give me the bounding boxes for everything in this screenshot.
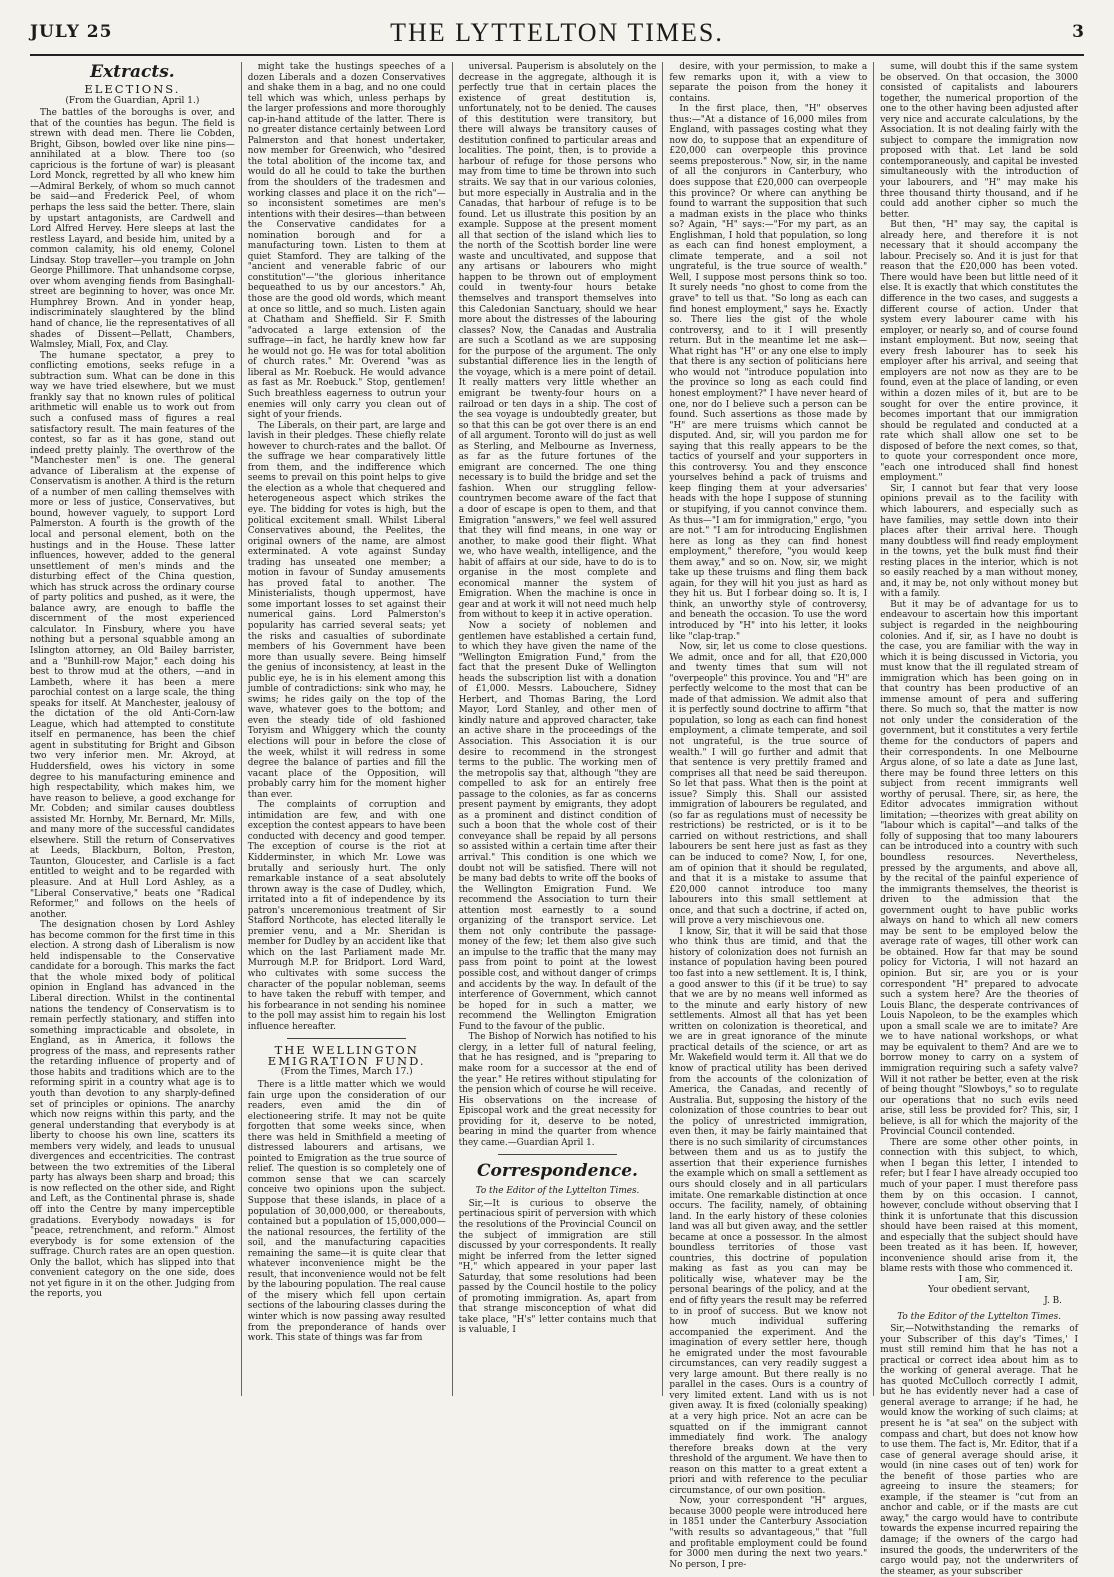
paragraph: Now a society of noblemen and gentlemen have established a certain fund, to which they have given the name of the "Wellington Emigration Fund," from the fact that the present Duke of Wellington heads the subscription list with a donation of £1,000. Messrs. Labouchere, Sidney Herbert, and Thomas Baring, the Lord Mayor, Lord Stanley, and other men of kindly nature and approved character, take an active share in the proceedings of the Association. This Association it is our desire to recommend in the strongest terms to the public. The working men of the metropolis say that, although "they are compelled to ask for an entirely free passage to the colonies, as far as concerns present payment by emigrants, they adopt as a prominent and distinct condition of such a boon that the whole cost of their conveyance shall be repaid by all persons so assisted within a certain time after their arrival." This condition is one which we doubt not will be satisfied. There will not be many bad debts to write off the books of the Wellington Emigration Fund. We recommend the Association to turn their attention most earnestly to a sound organizing of the transport service. Let them not only contribute the passage-money of the few; let them also give such an impulse to the traffic that the many may pass from point to point at the lowest possible cost, and without danger of crimps and accidents by the way. In default of the interference of Government, which cannot be hoped for in such a matter, we recommend the Wellington Emigration Fund to the favour of the public.	[458, 620, 657, 1032]
columns	[30, 62, 1084, 1577]
article-source: (From the Guardian, April 1.)	[65, 95, 200, 106]
paragraph: The Liberals, on their part, are large and lavish in their pledges. These chiefly relate however to church-rates and the ballot. Of the suffrage we hear comparatively little from them, and the indifference which seems to prevail on this point helps to give the election as a whole that chequered and heterogeneous aspect which strikes the eye. The bidding for votes is high, but the political excitement small. Whilst Liberal Conservatives abound, the Peelites, the original owners of the name, are almost exterminated. A vote against Sunday trading has unseated one member; a motion in favour of Sunday amusements has proved fatal to another. The Ministerialists, though uppermost, have some important losses to set against their numerical gains. Lord Palmerston's popularity has carried several seats; yet the risks and casualties of subordinate members of his Government have been more than usually severe. Being himself the genius of inconsistency, at least in the public eye, he is in his element among this jumble of contradictions: sink who may, he swims; he rides gaily on the top of the wave, whatever goes to the bottom; and even the steady tide of old fashioned Toryism and Whiggery which the county elections will pour in before the close of the week, whilst it will redress in some degree the balance of parties and fill the vacant place of the Opposition, will probably carry him for the moment higher than ever.	[247, 420, 446, 800]
paragraph: might take the hustings speeches of a dozen Liberals and a dozen Conservatives and shake them in a bag, and no one could tell which was which, unless perhaps by the larger professions and more thoroughly cap-in-hand attitude of the latter. There is no greater distance certainly between Lord Palmerston and that honest undertaker, now member for Greenwich, who "desired the total abolition of the income tax, and would do all he could to take the burthen from the shoulders of the tradesmen and working classes and place it on the rich"—so inconsistent sometimes are men's intentions with their desires—than between the Conservative candidates for a nomination borough and for a manufacturing town. Listen to them at quiet Stamford. They are talking of the "ancient and venerable fabric of our constitution"—"the glorious inheritance bequeathed to us by our ancestors." Ah, those are the good old words, which meant at once so little, and so much. Listen again at Chatham and Sheffield. Sir F. Smith "advocated a large extension of the suffrage—in fact, he hardly knew how far he would not go. He was for total abolition of church rates." Mr. Overend "was as liberal as Mr. Roebuck. He would advance as fast as Mr. Roebuck." Stop, gentlemen! Such breathless eagerness to outrun your enemies will only carry you clean out of sight of your friends.	[247, 62, 446, 421]
paragraph: desire, with your permission, to make a few remarks upon it, with a view to separate the poison from the honey it contains.	[669, 62, 868, 104]
column-2	[241, 62, 452, 1396]
paragraph: Sir,—It is curious to observe the pertinacious spirit of perversion with which the resolutions of the Provincial Council on the subject of immigration are still discussed by your correspondents. It really might be inferred from the letter signed "H," which appeared in your paper last Saturday, that some resolutions had been passed by the Council hostile to the policy of promoting immigration. As, apart from that strange misconception of what did take place, "H's" letter contains much that is valuable, I	[458, 1198, 657, 1336]
paragraph: But it may be of advantage for us to endeavour to ascertain how this important subject is regarded in the neighbouring colonies. And if, sir, as I have no doubt is the case, you are familiar with the way in which it is being discussed in Victoria, you must know that the ill regulated stream of immigration which has been going on in that country has been productive of an immense amount of pera and suffering there. So much so, that the matter is now not only under the consideration of the government, but it constitutes a very fertile theme for the conductors of papers and their correspondents. In one Melbourne Argus alone, of so late a date as June last, there may be found three letters on this subject from recent immigrants well worthy of perusal. There, sir, as here, the Editor advocates immigration without limitation; —theorizes with great ability on "labour which is capital"—and talks of the folly of supposing that too many labourers can be introduced into a country with such boundless resources. Nevertheless, pressed by the arguments, and above all, by the recital of the painful experience of the immigrants themselves, the theorist is driven to the admission that the government ought to have public works always on hand to which all new comers may be sent to be employed below the average rate of wages, till other work can be obtained. How far that may be sound policy for Victoria, I will not hazard an opinion. But sir, are you or is your correspondent "H" prepared to advocate such a system here? Are the theories of Louis Blanc, the desperate contrivances of Louis Napoleon, to be the examples which upon a small scale we are to imitate? Are we to have national workshops, or what may be equivalent to them? And are we to borrow money to carry on a system of immigration requiring such a safety valve? Will it not rather be better, even at the risk of being thought "Slowboys," so to regulate our operations that no such evils need arise, still less be provided for? This, sir, I believe, is all for which the majority of the Provincial Council contended.	[880, 599, 1078, 1138]
paragraph: sume, will doubt this if the same system be observed. On that occasion, the 3000 consisted of capitalists and labourers together, the numerical proportion of the one to the other having been adjusted after very nice and accurate calculations, by the Association. It is not dealing fairly with the subject to compare the immigration now proposed with that. Let land be sold contemporaneously, and capital be invested simultaneously with the introduction of your labourers, and "H" may make his three thousand thirty thousand, and if he could add another cipher so much the better.	[880, 62, 1078, 220]
paragraph: The designation chosen by Lord Ashley has become common for the first time in this election. A strong dash of Liberalism is now held indispensable to the Conservative candidate for a borough. This marks the fact that the whole mixed body of political opinion in England has advanced in the Liberal direction. Whilst in the continental nations the tendency of Conservatism is to remain perfectly stationary, and stiffen into something impracticable and obsolete, in England, as in America, it follows the progress of the mass, and represents rather the retarding influence of property and of those habits and traditions which are to the reforming spirit in a country what age is to youth than devotion to any sharply-defined set of principles or opinions. The anarchy which now reigns within this party, and the general understanding that everybody is at liberty to choose his own line, scatters its members very widely, and leads to unusual divergences and eccentricities. The contrast between the two extremities of the Liberal party has always been sharp and broad; this is now reflected on the other side, and Right and Left, as the Continental phrase is, shade off into the Centre by many imperceptible gradations. Everybody nowadays is for "peace, retrenchment, and reform." Almost everybody is for some extension of the suffrage. Church rates are an open question. Only the ballot, which has slipped into that convenient category on the one side, does not yet figure in it on the other. Judging from the reports, you	[30, 920, 235, 1300]
column-3	[452, 62, 663, 1396]
column-4	[662, 62, 873, 1570]
paragraph: There is a little matter which we would fain urge upon the consideration of our readers, even amid the din of electioneering strife. It may not be quite forgotten that some weeks since, when there was held in Smithfield a meeting of distressed labourers and artisans, we pointed to Emigration as the true source of relief. The question is so completely one of common sense that we can scarcely conceive two opinions upon the subject. Suppose that these islands, in place of a population of 30,000,000, or thereabouts, contained but a population of 15,000,000—the national resources, the fertility of the soil, and the manufacturing capacities remaining the same—it is quite clear that whatever inconvenience might be the result, that inconvenience would not be felt by the labouring population. The real cause of the misery which fell upon certain sections of the labouring classes during the winter which is now passing away resulted from the preponderance of hands over work. This state of things was far from	[247, 1079, 446, 1344]
article-title-elections: ELECTIONS.	[84, 82, 181, 96]
paragraph: There are some other other points, in connection with this subject, to which, when I began this letter, I intended to refer; but I fear I have already occupied too much of your paper. I must therefore pass them by on this occasion. I cannot, however, conclude without observing that I think it is unfortunate that this discussion should have been raised at this moment, and especially that the subject should have been treated as it has been. If, however, inconvenience should arise from it, the blame rests with those who commenced it.	[880, 1137, 1078, 1275]
paragraph: universal. Pauperism is absolutely on the decrease in the aggregate, although it is perfectly true that in certain places the existence of great destitution is, unfortunately, not to be denied. The causes of this destitution were transitory, but there will always be transitory causes of destitution confined to particular areas and localities. The point, then, is to provide a harbour of refuge for those persons who may from time to time be thrown into such straits. We say that in our various colonies, but more especially in Australia and in the Canadas, that harbour of refuge is to be found. Let us illustrate this position by an example. Suppose at the present moment all that section of the island which lies to the north of the Scottish border line were waste and uncultivated, and suppose that any artisans or labourers who might happen to be thrown out of employment could in twenty-four hours betake themselves and transport themselves into this Caledonian Sanctuary, should we hear more about the distresses of the labouring classes? Now, the Canadas and Australia are such a Scotland as we are supposing for the purpose of the argument. The only substantial difference lies in the length of the voyage, which is a mere point of detail. It really matters very little whether an emigrant be twenty-four hours on a railroad or ten days in a ship. The cost of the sea voyage is undoubtedly greater, but so that this can be got over there is an end of all argument. Toronto will do just as well as Sterling, and Melbourne as Inverness, as far as the future fortunes of the emigrant are concerned. The one thing necessary is to build the bridge and set the fashion. When our struggling fellow-countrymen become aware of the fact that a door of escape is open to them, and that Emigration "answers," we feel well assured that they will find means, in one way or another, to make good their flight. What we, who have wealth, intelligence, and the habit of affairs at our side, have to do is to organise in the most complete and economical manner the system of Emigration. When the machine is once in gear and at work it will not need much help from without to keep it in active operation.	[458, 62, 657, 621]
paragraph: The complaints of corruption and intimidation are few, and with one exception the contest appears to have been conducted with decency and good temper. The exception of course is the riot at Kidderminster, in which Mr. Lowe was brutally and seriously hurt. The only remarkable instance of a seat absolutely thrown away is the case of Dudley, which, irritated into a fit of independence by its patron's unceremonious treatment of Sir Stafford Northcote, has elected literally le premier venu, and a Mr. Sheridan is member for Dudley by an accident like that which on the last Parliament made Mr. Murrough M.P. for Bridport. Lord Ward, who cultivates with some success the character of the popular nobleman, seems to have taken the rebuff with temper, and his forbearance in not sending his nominee to the poll may assist him to regain his lost influence hereafter.	[247, 800, 446, 1032]
column-1	[30, 62, 241, 1396]
section-heading-extracts: Extracts.	[90, 62, 175, 82]
page-number: 3	[1072, 22, 1084, 42]
paragraph: But then, "H" may say, the capital is already here, and therefore it is not necessary that it should accompany the labour. Precisely so. And it is just for that reason that the £20,000 has been voted. There would have been but little need of it else. It is exactly that which constitutes the difference in the two cases, and suggests a different course of action. Under that system every labourer came with his employer, or nearly so, and of course found instant employment. But now, seeing that every fresh labourer has to seek his employer after his arrival, and seeing that employers are not now as they are to be found, even at the place of landing, or even within a dozen miles of it, but are to be sought for over the entire province, it becomes important that our immigration should be regulated and conducted at a rate which shall allow one set to be disposed of before the next comes, so that, to quote your correspondent once more, "each one introduced shall find honest employment."	[880, 220, 1078, 484]
letter-closing: I am, Sir,	[958, 1274, 1000, 1285]
paragraph: Sir, I cannot but fear that very loose opinions prevail as to the facility with which labourers, and especially such as have families, may settle down into their places after their arrival here. Though many doubtless will find ready employment in the towns, yet the bulk must find their resting places in the interior, which is not so easily reached by a man without money, and, it may be, not only without money but with a family.	[880, 483, 1078, 600]
letter-signature: J. B.	[1044, 1295, 1062, 1306]
paragraph: Now, sir, let us come to close questions. We admit, once and for all, that £20,000 and twenty times that sum will not "overpeople" this province. You and "H" are perfectly welcome to the most that can be made of that admission. We admit also that it is perfectly sound doctrine to affirm "that population, so long as each can find honest employment, a climate temperate, and soil not ungrateful, is the true source of wealth." I will go further and admit that that sentence is very prettily framed and comprises all that need be said thereupon. So let that pass. What then is the point at issue? Simply this. Shall our assisted immigration of labourers be regulated, and (so far as regulations must of necessity be restrictions) be restricted, or is it to be carried on without restrictions, and shall labourers be sent here just as fast as they can be induced to come? Now, I, for one, am of opinion that it should be regulated, and that it is a mistake to assume that £20,000 cannot introduce too many labourers into this small settlement at once, and that such a doctrine, if acted on, will prove a very mischievous one.	[669, 642, 868, 927]
divider	[287, 1038, 406, 1039]
letter-closing: Your obedient servant,	[928, 1285, 1030, 1296]
article-title-emigration-fund: THE WELLINGTON EMIGRATION FUND.	[267, 1043, 426, 1068]
paragraph: Sir,—Notwithstanding the remarks of your Subscriber of this day's 'Times,' I must still remind him that he has not a practical or correct idea about him as to the working of general average. That he has quoted McCulloch correctly I admit, but he has evidently never had a case of general average to arrange; if he had, he would know the working of such claims; at present he is "at sea" on the subject with compass and chart, but does not know how to use them. The fact is, Mr. Editor, that if a case of general average should arise, it would (in nine cases out of ten) work for the benefit of those parties who are agreeing to insure the steamers; for example, if the steamer is "cut from an anchor and cable, or if the masts are cut away," the cargo would have to contribute towards the expense incurred repairing the damage; if the owners of the cargo had insured the goods, the underwriters of the cargo would pay, not the underwriters of the steamer, as your subscriber	[880, 1324, 1078, 1577]
newspaper-title: THE LYTTELTON TIMES.	[390, 18, 724, 47]
paragraph: The humane spectator, a prey to conflicting emotions, seeks refuge in a subtraction sum. What can be done in this way we have tried elsewhere, but we must frankly say that no known rules of political arithmetic will enable us to work out from such a confused mass of figures a real satisfactory result. The main features of the contest, so far as it has gone, stand out indeed pretty plainly. The overthrow of the "Manchester men" is one. The general advance of Liberalism at the expense of Conservatism is another. A third is the return of a number of men calling themselves with more or less of justice, Conservatives, but bound, however vaguely, to support Lord Palmerston. A fourth is the growth of the local and personal element, both on the hustings and in the House. These latter influences, however, added to the general unsettlement of men's minds and the disturbing effect of the China question, which has struck across the ordinary course of party politics and pushed, as it were, the balance awry, are enough to baffle the discernment of the most experienced calculator. In Finsbury, where you have nothing but a personal squabble among an Islington attorney, an Old Bailey barrister, and a "Bunhill-row Major," each doing his best to throw mud at the others, —and in Lambeth, where it has been a mere parochial contest on a large scale, the thing speaks for itself. At Manchester, jealousy of the dictation of the old Anti-Corn-law League, which had attempted to constitute itself en permanence, has been the chief agent in substituting for Bright and Gibson two very inferior men. Mr. Akroyd, at Huddersfield, owes his victory in some degree to his manufacturing eminence and high respectability, which makes him, we have reason to believe, a good exchange for Mr. Cobden; and similar causes doubtless assisted Mr. Hornby, Mr. Bernard, Mr. Mills, and many more of the successful candidates elsewhere. Still the return of Conservatives at Leeds, Blackburn, Bolton, Preston, Taunton, Gloucester, and Carlisle is a fact entitled to weight and to be regarded with pleasure. And at Hull Lord Ashley, as a "Liberal Conservative," beats one "Radical Reformer," and follows on the heels of another.	[30, 350, 235, 920]
issue-date: JULY 25	[30, 22, 113, 42]
paragraph: Now, your correspondent "H" argues, because 3000 people were introduced here in 1851 under the Canterbury Association "with results so advantageous," that "full and profitable employment could be found for 3000 men during the next two years." No person, I pre-	[669, 1496, 868, 1570]
section-heading-correspondence: Correspondence.	[477, 1161, 638, 1182]
paragraph: I know, Sir, that it will be said that those who think thus are timid, and that the history of colonization does not furnish an instance of population having been poured too fast into a new settlement. It is, I think, a good answer to this (if it be true) to say that we are by no means well informed as to the minute and early history of new settlements. Almost all that has yet been written on colonization is theoretical, and we are in great ignorance of the minute practical details of the science, or art as Mr. Wakefield would term it. All that we do know of practical utility has been derived from the accounts of the colonization of America, the Canadas, and recently of Australia. But, supposing the history of the colonization of those countries to bear out the policy of unrestricted immigration, even then, it may be fairly maintained that there is no such similarity of circumstances between them and us as to justify the assertion that their experience furnishes the example which on small a settlement as ours should closely and in all particulars imitate. One remarkable distinction at once occurs. The facility, namely, of obtaining land. In the early history of these colonies land was all but given away, and the settler became at once a possessor. In the almost boundless territories of those vast countries, this doctrine of population making as fast as you can may be politically wise, whatever may be the personal bearings of the policy, and at the end of fifty years the result may be referred to in proof of success. But we know not how much individual suffering accompanied the experiment. And the imagination of every settler here, though he emigrated under the most favourable circumstances, can very readily suggest a very large amount. But there really is no parallel in the cases. Ours is a country of very limited extent. Land with us is not given away. It is fixed (colonially speaking) at a very high price. Not an acre can be squatted on if the immigrant cannot immediately find work. The analogy therefore breaks down at the very threshold of the argument. We have then to reason on this matter to a great extent a priori and with reference to the peculiar circumstance, of our own position.	[669, 926, 868, 1496]
column-5	[873, 62, 1084, 1577]
letter-salutation: To the Editor of the Lyttelton Times.	[475, 1186, 640, 1197]
divider	[498, 1154, 617, 1155]
letter-salutation: To the Editor of the Lyttelton Times.	[897, 1311, 1061, 1322]
paragraph: The Bishop of Norwich has notified to his clergy, in a letter full of natural feeling, that he has resigned, and is "preparing to make room for a successor at the end of the year." He retires without stipulating for the pension which of course he will receive. His observations on the increase of Episcopal work and the great necessity for providing for it, deserve to be noted, bearing in mind the quarter from whence they came.—Guardian April 1.	[458, 1032, 657, 1148]
paragraph: In the first place, then, "H" observes thus:—"At a distance of 16,000 miles from England, with passages costing what they now do, to suppose that an expenditure of £20,000 can overpeople this province seems preposterous." Now, sir, in the name of all the conjurors in Canterbury, who does suppose that £20,000 can overpeople this province? Or where can anything be found to warrant the supposition that such a madman exists in the place who thinks so? Again, "H" says:—"For my part, as an Englishman, I hold that population, so long as each can find honest employment, a climate temperate, and a soil not ungrateful, is the true source of wealth." Well, I suppose most persons think so too. It surely needs "no ghost to come from the grave" to tell us that. "So long as each can find honest employment," says he. Exactly so. There lies the gist of the whole controversy, and to it I will presently return. But in the meantime let me ask—What right has "H" or any one else to imply that there is any section of politicians here who would not "introduce population into the province so long as each could find honest employment?" I have never heard of one, nor do I believe such a person can be found. Such assertions as those made by "H" are mere truisms which cannot be disputed. And, sir, will you pardon me for saying that this really appears to be the tactics of yourself and your supporters in this controversy. You and they ensconce yourselves behind a pack of truisms and keep flinging them at your adversaries' heads with the hope I suppose of stunning or stupifying, if you cannot convince them. As thus—"I am for immigration," ergo, "you are not." "I am for introducing Englishmen here as long as they can find honest employment," therefore, "you would keep them away," and so on. Now, sir, we might take up these truisms and fling them back again, for they will hit you just as hard as they hit us. But I forbear doing so. It is, I think, an unworthy style of controversy, and beneath the occasion. To use the word introduced by "H" into his letter, it looks like "clap-trap."	[669, 104, 868, 642]
masthead	[30, 14, 1084, 56]
paragraph: The battles of the boroughs is over, and that of the counties has begun. The field is strewn with dead men. There lie Cobden, Bright, Gibson, bowled over like nine pins—annihilated at a blow. There too (so capricious is the fortune of war) is pleasant Lord Monck, regretted by all who knew him—Admiral Berkely, of whom so much cannot be said—and Frederick Peel, of whom perhaps the less said the better. There, slain by upstart antagonists, are Cardwell and Lord Alfred Hervey. Here sleeps at last the restless Layard, and beside him, united by a common calamity, his old enemy, Colonel Lindsay. Stop traveller—you trample on John George Phillimore. That unhandsome corpse, over whom avenging fiends from Basinghall-street are beginning to hover, was once Mr. Humphrey Brown. And in yonder heap, indiscriminately slaughtered by the blind hand of chance, lie the representatives of all shades of Dissent—Pellatt, Chambers, Walmsley, Miall, Fox, and Clay.	[30, 108, 235, 351]
article-source: (From the Times, March 17.)	[280, 1067, 413, 1078]
